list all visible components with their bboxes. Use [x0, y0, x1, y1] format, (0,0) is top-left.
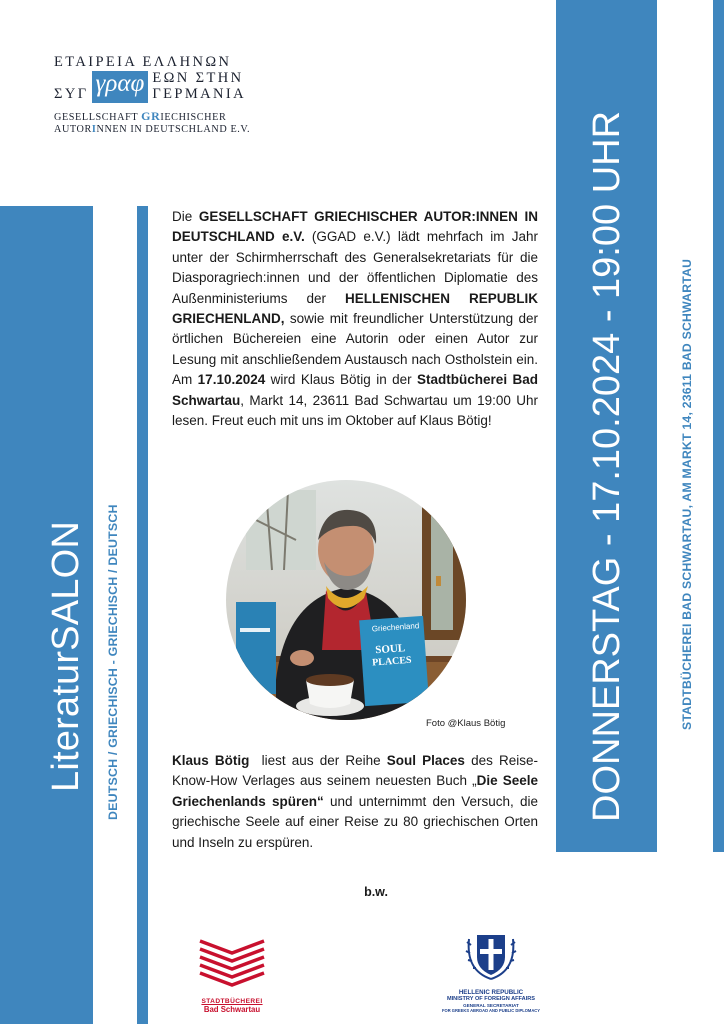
open-book-icon: [194, 935, 270, 991]
hellenic-coat-of-arms-icon: [463, 927, 519, 983]
logo-greek-line3: ΓΕΡΜΑΝΙΑ: [152, 86, 246, 102]
ministry-line4: FOR GREEKS ABROAD AND PUBLIC DIPLOMACY: [442, 1008, 540, 1014]
right-thin-stripe: [713, 0, 724, 852]
logo-de-line1: GESELLSCHAFT GRIECHISCHER: [54, 109, 227, 123]
logo-greek-line2-post: ΕΩΝ ΣΤΗΝ: [152, 70, 244, 86]
ministry-line2: MINISTRY OF FOREIGN AFFAIRS: [446, 996, 536, 1002]
ministry-line3: GENERAL SECRETARIAT: [463, 1002, 519, 1008]
left-thin-stripe: [137, 206, 148, 1024]
languages-line: DEUTSCH / GRIECHISCH - GRIECHISCH / DEUTSCH: [106, 504, 120, 820]
logo-grafo-mark: γραφ: [92, 71, 149, 103]
logo-german-text: [54, 110, 294, 136]
book-title-1: SOUL: [374, 642, 406, 657]
event-date-time: DONNERSTAG - 17.10.2024 - 19:00 UHR: [586, 110, 628, 822]
logo-greek-line1: ΕΤΑΙΡΕΙΑ ΕΛΛΗΝΩΝ: [54, 54, 232, 70]
literatursalon-title: LiteraturSALON: [45, 520, 87, 792]
conclusion-paragraph: Klaus Bötig liest aus der Reihe Soul Places des Reise-Know-How Verlages aus seinem neuesten Buch „Die Seele Griechenlands spüren“ und unternimmt den Versuch, die griechische Seele auf einer Reise zu 80 griechischen Orten und Inseln zu erspüren.: [172, 753, 538, 850]
library-logo: [194, 935, 270, 1014]
author-photo-illustration: [226, 480, 466, 720]
logo-greek-text: [54, 54, 294, 102]
logo-greek-line2: [54, 70, 294, 102]
hellenic-ministry-logo: [432, 927, 550, 1013]
book-brand: Griechenland: [371, 621, 420, 634]
library-logo-line1: STADTBÜCHEREI: [201, 998, 263, 1005]
logo-de-line2: AUTORINNEN IN DEUTSCHLAND E.V.: [54, 124, 251, 135]
library-logo-line2: Bad Schwartau: [203, 1005, 261, 1014]
ggad-logo: [54, 54, 294, 136]
photo-caption: Foto @Klaus Bötig: [426, 718, 506, 729]
logo-greek-syg: ΣΥΓ: [54, 86, 89, 102]
signature: b.w.: [364, 885, 388, 899]
book-title-2: PLACES: [371, 654, 412, 669]
ministry-line1: HELLENIC REPUBLIC: [458, 989, 524, 996]
author-photo: [226, 480, 466, 720]
intro-paragraph: Die GESELLSCHAFT GRIECHISCHER AUTOR:INNEN IN DEUTSCHLAND e.V. (GGAD e.V.) lädt mehrfach im Jahr unter der Schirmherrschaft des Generalsekretariats für die Diasporagriech:innen und der öffentlichen Diplomatie des Außenministeriums der HELLENISCHEN REPUBLIK GRIECHENLAND, sowie mit freundlicher Unterstützung der örtlichen Büchereien eine Autorin oder einen Autor zur Lesung mit anschließendem Austausch nach Ostholstein ein. Am 17.10.2024 wird Klaus Bötig in der Stadtbücherei Bad Schwartau, Markt 14, 23611 Bad Schwartau um 19:00 Uhr lesen. Freut euch mit uns im Oktober auf Klaus Bötig!: [172, 209, 538, 429]
venue-address: STADTBÜCHEREI BAD SCHWARTAU, AM MARKT 14, 23611 BAD SCHWARTAU: [680, 258, 694, 730]
